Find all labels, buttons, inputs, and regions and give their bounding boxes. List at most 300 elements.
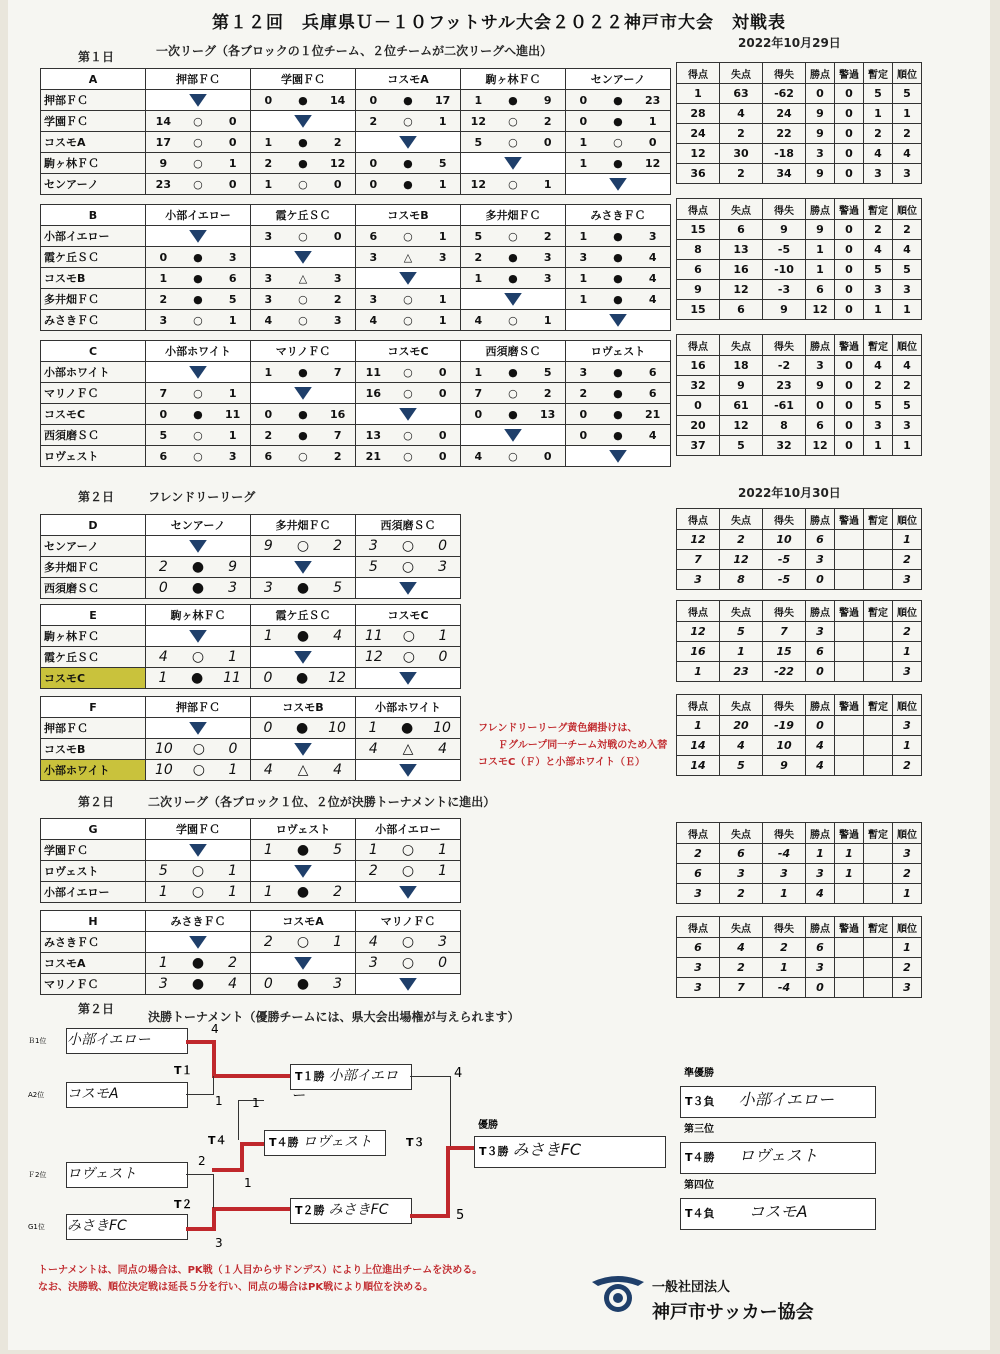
team-name: 霞ケ丘ＳＣ [41,247,146,268]
stat-value: 32 [763,436,806,456]
match-result: 2 ● 5 [146,289,251,310]
stat-header: 勝点 [806,917,835,938]
stat-header: 得点 [677,695,720,716]
bracket-line [238,1100,239,1140]
stat-value: 2 [720,530,763,550]
team-emblem-icon [189,844,207,857]
stat-value: 16 [720,260,763,280]
block-label: E [41,605,146,626]
team-emblem-icon [294,865,312,878]
stat-value: 1 [677,84,720,104]
self-match-cell [566,310,671,331]
team-name: 駒ヶ林ＦＣ [41,153,146,174]
stat-value [864,716,893,736]
stat-header: 失点 [720,695,763,716]
stat-value: 4 [806,884,835,904]
standings-table [676,198,922,320]
third-name: ロヴェスト [738,1146,819,1165]
team-emblem-icon [294,743,312,756]
stat-value: 3 [806,356,835,376]
fourth-name: コスモA [748,1202,808,1221]
match-result: 0 ● 14 [251,90,356,111]
table-row [677,260,922,280]
stat-value [835,662,864,682]
table-row [41,760,461,781]
stat-header: 勝点 [806,335,835,356]
match-result: 1 ● 3 [566,226,671,247]
day2-date: 2022年10月30日 [738,486,841,500]
match-result: 1 ● 2 [146,953,251,974]
opponent-header: 西須磨ＳＣ [356,515,461,536]
stat-value: 5 [864,260,893,280]
friendly-note-line: フレンドリーリーグ黄色網掛けは、 [478,723,638,734]
stat-header: 暫定 [864,823,893,844]
match-result: 0 ● 1 [356,174,461,195]
bracket-line [212,1207,290,1211]
stat-value: 0 [835,356,864,376]
bracket-line [186,1174,214,1175]
team-name: センアーノ [41,174,146,195]
bracket-line [212,1040,216,1076]
stat-value [864,570,893,590]
stat-header: 警過 [835,917,864,938]
stat-value: 0 [835,300,864,320]
entry-name: 小部イエロー [67,1032,151,1048]
match-result: 4 △ 4 [251,760,356,781]
stat-value: 36 [677,164,720,184]
opponent-header: コスモB [356,205,461,226]
org-line1: 一般社団法人 [652,1280,731,1295]
stat-value: -4 [763,844,806,864]
table-row [677,736,922,756]
runner-name: 小部イエロー [738,1090,835,1109]
table-row [41,932,461,953]
match-result: 7 ○ 1 [146,383,251,404]
stat-header: 得失 [763,917,806,938]
stat-value: 1 [806,240,835,260]
team-emblem-icon [294,387,312,400]
stat-value: -5 [763,240,806,260]
stat-value: 0 [806,570,835,590]
stat-header: 失点 [720,63,763,84]
stat-value: 6 [806,642,835,662]
opponent-header: 小部イエロー [356,819,461,840]
league-block-C [40,340,671,467]
team-emblem-icon [294,957,312,970]
opponent-header: コスモC [356,605,461,626]
match-result: 1 ● 2 [251,882,356,903]
table-row [677,530,922,550]
match-result: 3 ● 5 [251,578,356,599]
stat-header: 得失 [763,199,806,220]
score: 5 [456,1208,465,1223]
team-emblem-icon [504,429,522,442]
stat-header: 得失 [763,335,806,356]
opponent-header: 押部ＦＣ [146,69,251,90]
self-match-cell [356,668,461,689]
team-name: 多井畑ＦＣ [41,557,146,578]
stat-value: 10 [763,530,806,550]
stat-value: 1 [864,436,893,456]
team-emblem-icon [504,293,522,306]
match-result: 12 ○ 1 [461,174,566,195]
team-emblem-icon [609,178,627,191]
bracket-line [410,1076,450,1077]
self-match-cell [356,578,461,599]
league-block-B [40,204,671,331]
stat-value: 1 [893,884,922,904]
stat-value: 28 [677,104,720,124]
opponent-header: マリノＦＣ [251,341,356,362]
runner-label: 準優勝 [684,1068,714,1079]
stat-value: 2 [893,220,922,240]
match-result: 1 ○ 1 [356,840,461,861]
table-row [41,268,671,289]
stat-value: 1 [893,104,922,124]
stat-value: 15 [677,300,720,320]
table-row [41,446,671,467]
stat-value [835,622,864,642]
team-name: マリノＦＣ [41,383,146,404]
match-result: 9 ○ 2 [251,536,356,557]
seed-label: A2位 [28,1091,45,1099]
match-result: 3 ○ 2 [251,289,356,310]
stat-header: 警過 [835,509,864,530]
score: 1 [252,1096,260,1110]
league-block-H [40,910,461,995]
score: 1 [244,1176,252,1190]
team-emblem-icon [609,314,627,327]
stat-value: 0 [806,84,835,104]
table-row [41,425,671,446]
team-emblem-icon [399,582,417,595]
stat-value: 1 [864,300,893,320]
stat-value [835,938,864,958]
stat-value: 0 [835,164,864,184]
table-row [677,300,922,320]
friendly-note-line: コスモC（Ｆ）と小部ホワイト（Ｅ） [478,757,646,768]
table-row [677,884,922,904]
stat-value: 3 [677,884,720,904]
day2-label: 第２日 [78,490,115,504]
stat-header: 順位 [893,917,922,938]
stat-value: 16 [677,356,720,376]
table-row [41,289,671,310]
team-emblem-icon [294,115,312,128]
match-result: 13 ○ 0 [356,425,461,446]
opponent-header: みさきＦＣ [566,205,671,226]
champion-name: みさきFC [512,1140,582,1159]
stat-value: 1 [763,884,806,904]
stat-value: 7 [677,550,720,570]
stat-header: 警過 [835,695,864,716]
match-result: 4 ○ 1 [461,310,566,331]
opponent-header: コスモA [251,911,356,932]
league-block-A [40,68,671,195]
runner-box [680,1086,876,1118]
table-row [41,974,461,995]
day1-label: 第１日 [78,50,115,64]
bracket-line [448,1146,476,1150]
match-result: 1 ● 2 [251,132,356,153]
stat-header: 警過 [835,601,864,622]
t3-loser-label: T３負 [685,1095,715,1108]
stat-header: 得点 [677,601,720,622]
match-result: 0 ● 12 [251,668,356,689]
stat-value: 1 [893,938,922,958]
match-result: 1 ○ 0 [566,132,671,153]
stat-value: 2 [893,550,922,570]
stat-header: 勝点 [806,63,835,84]
stat-value: -62 [763,84,806,104]
opponent-header: センアーノ [146,515,251,536]
table-row [677,864,922,884]
stat-header: 失点 [720,823,763,844]
stat-value: 10 [763,736,806,756]
block-label: H [41,911,146,932]
opponent-header: 小部ホワイト [146,341,251,362]
table-row [677,356,922,376]
stat-value: -2 [763,356,806,376]
stat-value: 23 [720,662,763,682]
self-match-cell [251,383,356,404]
friendly-note-line: Ｆグループ同一チーム対戦のため入替 [498,740,668,751]
stat-header: 得失 [763,509,806,530]
stat-value: -18 [763,144,806,164]
org-line2: 神戸市サッカー協会 [652,1302,814,1323]
stat-value: 2 [763,938,806,958]
stat-value: -4 [763,978,806,998]
table-row [677,124,922,144]
opponent-header: 多井畑ＦＣ [251,515,356,536]
team-emblem-icon [609,450,627,463]
standings-block-F [676,694,922,776]
table-row [41,90,671,111]
league-table [40,514,461,599]
team-name: コスモB [41,739,146,760]
match-result: 3 △ 3 [356,247,461,268]
league-table [40,68,671,195]
match-result: 1 ● 6 [146,268,251,289]
stat-value: 0 [835,396,864,416]
stat-value: -10 [763,260,806,280]
footer-line: なお、決勝戦、順位決定戦は延長５分を行い、同点の場合はPK戦により順位を決める。 [38,1282,434,1293]
league-table [40,910,461,995]
match-result: 5 ○ 2 [461,226,566,247]
team-emblem-icon [189,936,207,949]
stat-value: 0 [806,978,835,998]
match-result: 2 ● 9 [146,557,251,578]
stat-value: 24 [763,104,806,124]
match-result: 2 ○ 1 [356,111,461,132]
bracket-line [213,1174,214,1208]
stat-header: 失点 [720,601,763,622]
t2-winner-box [290,1198,412,1224]
self-match-cell [461,289,566,310]
table-row [41,132,671,153]
opponent-header: 押部ＦＣ [146,697,251,718]
stat-header: 暫定 [864,695,893,716]
team-name: 小部ホワイト [41,760,146,781]
standings-block-B [676,198,922,320]
match-result: 0 ● 11 [146,404,251,425]
table-row [41,718,461,739]
match-result: 3 ○ 1 [356,289,461,310]
stat-header: 得点 [677,509,720,530]
stat-value: 3 [677,570,720,590]
third-box [680,1142,876,1174]
stat-value [835,716,864,736]
self-match-cell [146,362,251,383]
stat-value: 3 [893,844,922,864]
stat-value: 9 [806,220,835,240]
stat-value: 3 [677,958,720,978]
self-match-cell [356,404,461,425]
t1-winner-label: T１勝 [295,1070,325,1083]
stat-value [864,530,893,550]
league-block-E [40,604,461,689]
match-label: T１ [174,1064,193,1077]
self-match-cell [146,932,251,953]
league-block-F [40,696,461,781]
stat-header: 得点 [677,335,720,356]
stat-value: 0 [835,436,864,456]
stat-value: 5 [893,396,922,416]
match-result: 3 ● 6 [566,362,671,383]
fourth-box [680,1198,876,1230]
stat-header: 警過 [835,823,864,844]
stat-value [835,756,864,776]
stat-header: 順位 [893,335,922,356]
stat-value [835,978,864,998]
table-row [41,153,671,174]
stat-header: 得失 [763,601,806,622]
match-result: 4 ○ 0 [461,446,566,467]
self-match-cell [356,132,461,153]
t2-winner-label: T２勝 [295,1204,325,1217]
stat-value: 6 [720,844,763,864]
table-row [677,280,922,300]
stat-value: 2 [864,220,893,240]
stat-value: 4 [864,240,893,260]
match-result: 0 ● 10 [251,718,356,739]
match-result: 3 △ 3 [251,268,356,289]
stat-value: 3 [893,570,922,590]
opponent-header: 駒ヶ林ＦＣ [461,69,566,90]
team-emblem-icon [399,764,417,777]
stat-value: 0 [806,662,835,682]
stat-header: 順位 [893,509,922,530]
stat-value: 0 [835,376,864,396]
match-result: 6 ○ 3 [146,446,251,467]
match-result: 12 ○ 0 [356,647,461,668]
stat-value: 6 [806,280,835,300]
stat-value: 3 [893,716,922,736]
stat-value: 3 [806,550,835,570]
stat-value: 8 [720,570,763,590]
match-result: 3 ○ 0 [356,953,461,974]
third-label: 第三位 [684,1124,714,1135]
stat-value: 1 [677,716,720,736]
stat-value: 6 [720,220,763,240]
standings-table [676,822,922,904]
stat-value: 4 [864,144,893,164]
opponent-header: センアーノ [566,69,671,90]
table-row [41,626,461,647]
self-match-cell [566,174,671,195]
self-match-cell [146,226,251,247]
stat-value: -61 [763,396,806,416]
self-match-cell [146,840,251,861]
self-match-cell [356,760,461,781]
stat-value: 0 [835,260,864,280]
stat-header: 失点 [720,199,763,220]
standings-table [676,62,922,184]
t4-winner-label: T４勝 [685,1151,715,1164]
score: 3 [215,1236,223,1250]
self-match-cell [251,739,356,760]
team-emblem-icon [294,251,312,264]
stat-value: 37 [677,436,720,456]
stat-value: 0 [835,280,864,300]
stat-value: 9 [806,104,835,124]
table-row [41,840,461,861]
stat-value: 12 [806,300,835,320]
standings-block-D [676,508,922,590]
stat-value: 1 [835,844,864,864]
team-emblem-icon [189,366,207,379]
league-table [40,204,671,331]
league-table [40,696,461,781]
bracket-line [212,1168,244,1172]
champion-box [474,1136,666,1168]
match-result: 3 ● 4 [566,247,671,268]
stat-value: 4 [893,240,922,260]
match-result: 1 ● 9 [461,90,566,111]
match-result: 1 ● 11 [146,668,251,689]
stat-value: 3 [893,164,922,184]
score: 2 [198,1154,206,1168]
match-result: 1 ● 10 [356,718,461,739]
stat-value: 15 [763,642,806,662]
stat-value: 9 [806,124,835,144]
stat-value: 1 [864,104,893,124]
footer-line: トーナメントは、同点の場合は、PK戦（１人目からサドンデス）により上位進出チームを決める。 [38,1265,483,1276]
bracket-line [238,1100,264,1101]
table-row [41,536,461,557]
match-result: 4 ○ 3 [356,932,461,953]
stat-value: 0 [835,416,864,436]
stat-value: 9 [720,376,763,396]
match-result: 2 ○ 1 [251,932,356,953]
seed-label: Ｂ1位 [28,1037,47,1045]
stat-value [835,884,864,904]
match-result: 0 ● 5 [356,153,461,174]
stat-value: 8 [763,416,806,436]
team-emblem-icon [189,540,207,553]
team-name: みさきＦＣ [41,310,146,331]
bracket-line [410,1214,450,1218]
match-label: T２ [174,1198,193,1211]
stat-value [864,550,893,570]
team-name: コスモC [41,668,146,689]
team-emblem-icon [294,561,312,574]
match-result: 0 ● 17 [356,90,461,111]
opponent-header: ロヴェスト [251,819,356,840]
match-result: 1 ● 5 [251,840,356,861]
opponent-header: 駒ヶ林ＦＣ [146,605,251,626]
stat-value: 20 [677,416,720,436]
